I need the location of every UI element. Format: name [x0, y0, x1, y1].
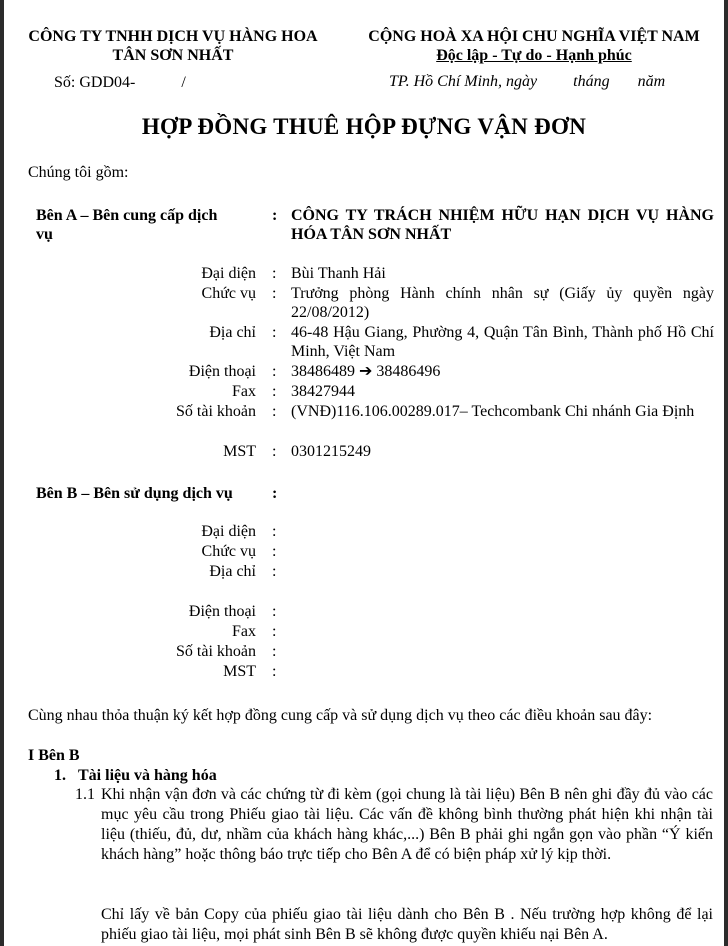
party-a-label-fax: Fax	[232, 383, 256, 400]
party-a-company-name: CÔNG TY TRÁCH NHIỆM HỮU HẠN DỊCH VỤ HÀNG HÓA TÂN SƠN NHẤT	[291, 207, 714, 243]
party-a-label	[36, 206, 217, 244]
motto-line: Độc lập - Tự do - Hạnh phúc	[436, 47, 632, 64]
party-b-colon: :	[272, 485, 278, 502]
party-a-label-address: Địa chỉ	[209, 324, 256, 341]
national-motto	[352, 27, 716, 65]
party-a-value-address: 46-48 Hậu Giang, Phường 4, Quận Tân Bình, Thành phố Hồ Chí Minh, Việt Nam	[291, 324, 714, 360]
party-a-value-phone: 38486489 ➔ 38486496	[291, 363, 441, 380]
item-title: Tài liệu và hàng hóa	[78, 767, 217, 784]
party-b-label-fax: Fax	[232, 623, 256, 640]
section-heading: I Bên B	[28, 747, 80, 764]
party-a-label-line2: vụ	[36, 226, 53, 243]
party-a-colon-address: :	[272, 324, 277, 341]
document-title: HỢP ĐỒNG THUÊ HỘP ĐỰNG VẬN ĐƠN	[141, 114, 587, 139]
party-b-colon-address: :	[272, 563, 277, 580]
party-a-colon-tax-code: :	[272, 443, 277, 460]
company-name-line1: CÔNG TY TNHH DỊCH VỤ HÀNG HOA	[28, 28, 318, 45]
company-name	[20, 27, 326, 65]
party-b-label-representative: Đại diện	[201, 523, 256, 540]
party-a-value-fax: 38427944	[291, 383, 355, 400]
party-a-value-representative: Bùi Thanh Hải	[291, 265, 386, 282]
place-date-city: TP. Hồ Chí Minh, ngày	[389, 73, 538, 90]
party-a-label-line1: Bên A – Bên cung cấp dịch	[36, 207, 218, 224]
clause-number: 1.1	[75, 786, 95, 803]
clause-text-copy-note: Chỉ lấy về bản Copy của phiếu giao tài liệu dành cho Bên B . Nếu trường hợp không để lại phiếu giao tài liệu, mọi phát sinh Bên B sẽ không được quyền khiếu nại Bên A.	[101, 906, 713, 943]
party-b-colon-account: :	[272, 643, 277, 660]
party-b-label-tax-code: MST	[223, 663, 256, 680]
party-b-colon-phone: :	[272, 603, 277, 620]
page-border-right	[724, 0, 728, 946]
party-b-label-position: Chức vụ	[201, 543, 256, 560]
agreement-text: Cùng nhau thỏa thuận ký kết hợp đồng cung cấp và sử dụng dịch vụ theo các điều khoản sau đây:	[28, 707, 653, 724]
party-a-label-representative: Đại diện	[201, 265, 256, 282]
country-name: CỘNG HOÀ XA HỘI CHU NGHĨA VIỆT NAM	[368, 28, 700, 45]
place-date-year: năm	[637, 73, 666, 90]
party-b-label-account: Số tài khoản	[176, 643, 256, 660]
party-a-value-position: Trưởng phòng Hành chính nhân sự (Giấy ủy quyền ngày 22/08/2012)	[291, 285, 714, 321]
party-a-label-position: Chức vụ	[201, 285, 256, 302]
party-b-colon-fax: :	[272, 623, 277, 640]
document-number-slash: /	[181, 74, 186, 91]
place-date	[389, 72, 665, 91]
document-number	[54, 73, 186, 92]
party-b-colon-position: :	[272, 543, 277, 560]
party-a-colon-position: :	[272, 285, 277, 302]
party-a-colon: :	[272, 207, 278, 224]
party-a-value-account: (VNĐ)116.106.00289.017– Techcombank Chi nhánh Gia Định	[291, 403, 695, 420]
party-a-label-tax-code: MST	[223, 443, 256, 460]
party-b-label: Bên B – Bên sử dụng dịch vụ	[36, 485, 233, 502]
clause-text: Khi nhận vận đơn và các chứng từ đi kèm (gọi chung là tài liệu) Bên B nên ghi đầy đủ vào các mục yêu cầu trong Phiếu giao tài liệu. Các vấn đề không bình thường phát hiện khi nhận tài liệu (thiếu, đủ, dư, nhầm của khách hàng khác,...) Bên B phải ghi ngắn gọn vào phần “Ý kiến khách hàng” hoặc thông báo trực tiếp cho Bên A để có biện pháp xử lý kịp thời.	[101, 786, 713, 863]
party-b-label-address: Địa chỉ	[209, 563, 256, 580]
intro-text: Chúng tôi gồm:	[28, 164, 129, 181]
party-b-colon-representative: :	[272, 523, 277, 540]
place-date-month: tháng	[573, 73, 610, 90]
document-number-prefix: Số: GDD04-	[54, 74, 136, 91]
party-a-colon-account: :	[272, 403, 277, 420]
party-b-colon-tax-code: :	[272, 663, 277, 680]
page-border-left	[0, 0, 4, 946]
party-a-value-tax-code: 0301215249	[291, 443, 371, 460]
party-b-label-phone: Điện thoại	[188, 603, 256, 620]
company-name-line2: TÂN SƠN NHẤT	[112, 47, 234, 64]
party-a-colon-representative: :	[272, 265, 277, 282]
party-a-label-account: Số tài khoản	[176, 403, 256, 420]
party-a-colon-phone: :	[272, 363, 277, 380]
item-number: 1.	[54, 767, 66, 784]
party-a-colon-fax: :	[272, 383, 277, 400]
party-a-label-phone: Điện thoại	[188, 363, 256, 380]
